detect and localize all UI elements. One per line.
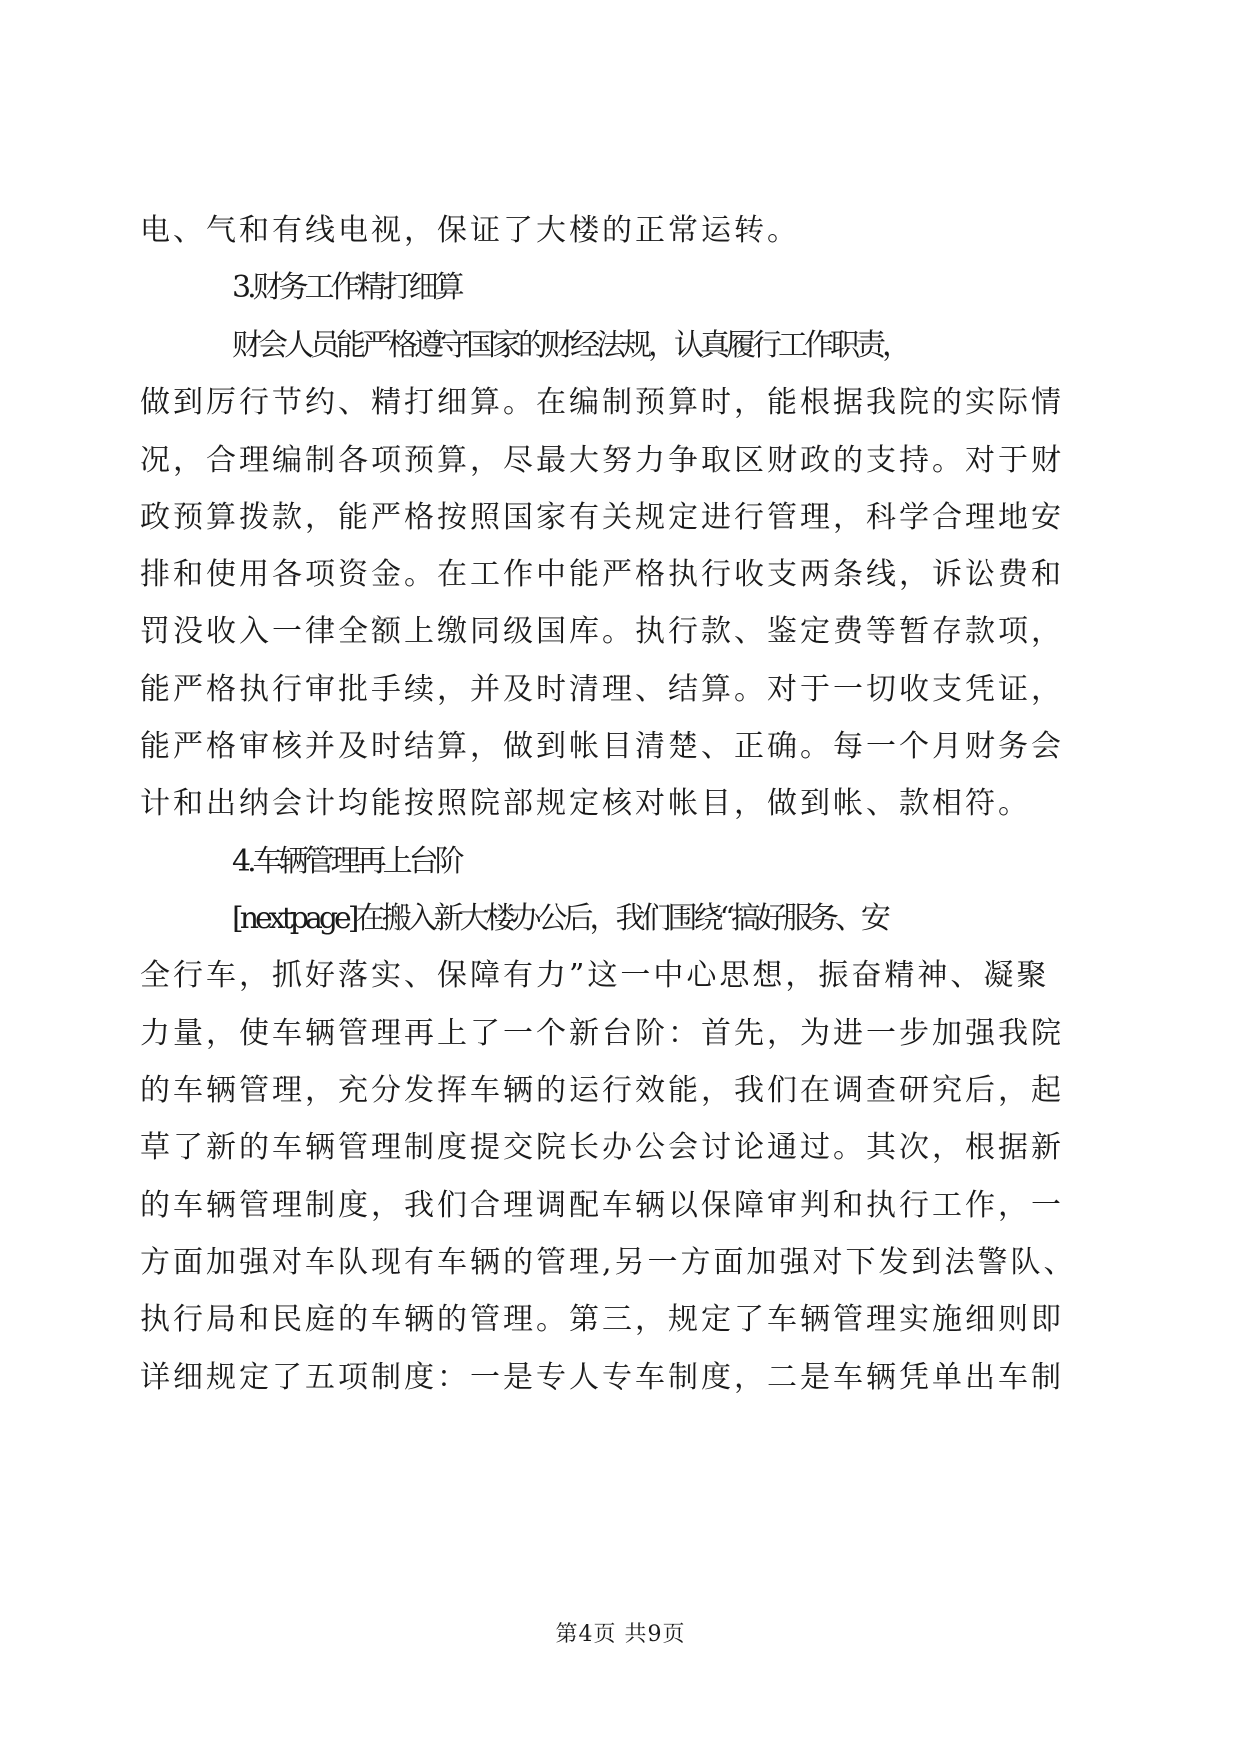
body-text-line: 电、气和有线电视，保证了大楼的正常运转。 [140,213,800,248]
body-text-line: 况，合理编制各项预算，尽最大努力争取区财政的支持。对于财 [140,443,1064,478]
page-footer: 第4页 共9页 [555,1622,686,1647]
body-text-line: 力量，使车辆管理再上了一个新台阶：首先，为进一步加强我院 [140,1016,1064,1051]
body-text-line: 的车辆管理制度，我们合理调配车辆以保障审判和执行工作，一 [140,1188,1064,1223]
body-text-line: 草了新的车辆管理制度提交院长办公会讨论通过。其次，根据新 [140,1130,1064,1165]
paragraph-first-line: [nextpage]在搬入新大楼办公后，我们围绕“搞好服务、安 [232,901,887,936]
paragraph-first-line: 财会人员能严格遵守国家的财经法规，认真履行工作职责， [232,328,908,363]
body-text-line: 排和使用各项资金。在工作中能严格执行收支两条线，诉讼费和 [140,557,1064,592]
body-text-line: 能严格执行审批手续，并及时清理、结算。对于一切收支凭证， [140,672,1064,707]
body-text-line: 方面加强对车队现有车辆的管理,另一方面加强对下发到法警队、 [140,1245,1077,1280]
body-text-line: 详细规定了五项制度：一是专人专车制度，二是车辆凭单出车制 [140,1360,1064,1395]
section-heading: 4.车辆管理再上台阶 [232,844,461,879]
body-text-line: 罚没收入一律全额上缴同级国库。执行款、鉴定费等暂存款项， [140,614,1064,649]
body-text-line: 政预算拨款，能严格按照国家有关规定进行管理，科学合理地安 [140,500,1064,535]
body-text-line: 做到厉行节约、精打细算。在编制预算时，能根据我院的实际情 [140,385,1064,420]
body-text-line: 全行车，抓好落实、保障有力”这一中心思想，振奋精神、凝聚 [140,958,1050,993]
section-heading: 3.财务工作精打细算 [232,270,461,305]
body-text-line: 计和出纳会计均能按照院部规定核对帐目，做到帐、款相符。 [140,786,1031,821]
body-text-line: 能严格审核并及时结算，做到帐目清楚、正确。每一个月财务会 [140,729,1064,764]
body-text-line: 执行局和民庭的车辆的管理。第三，规定了车辆管理实施细则即 [140,1302,1064,1337]
body-text-line: 的车辆管理，充分发挥车辆的运行效能，我们在调查研究后，起 [140,1073,1064,1108]
